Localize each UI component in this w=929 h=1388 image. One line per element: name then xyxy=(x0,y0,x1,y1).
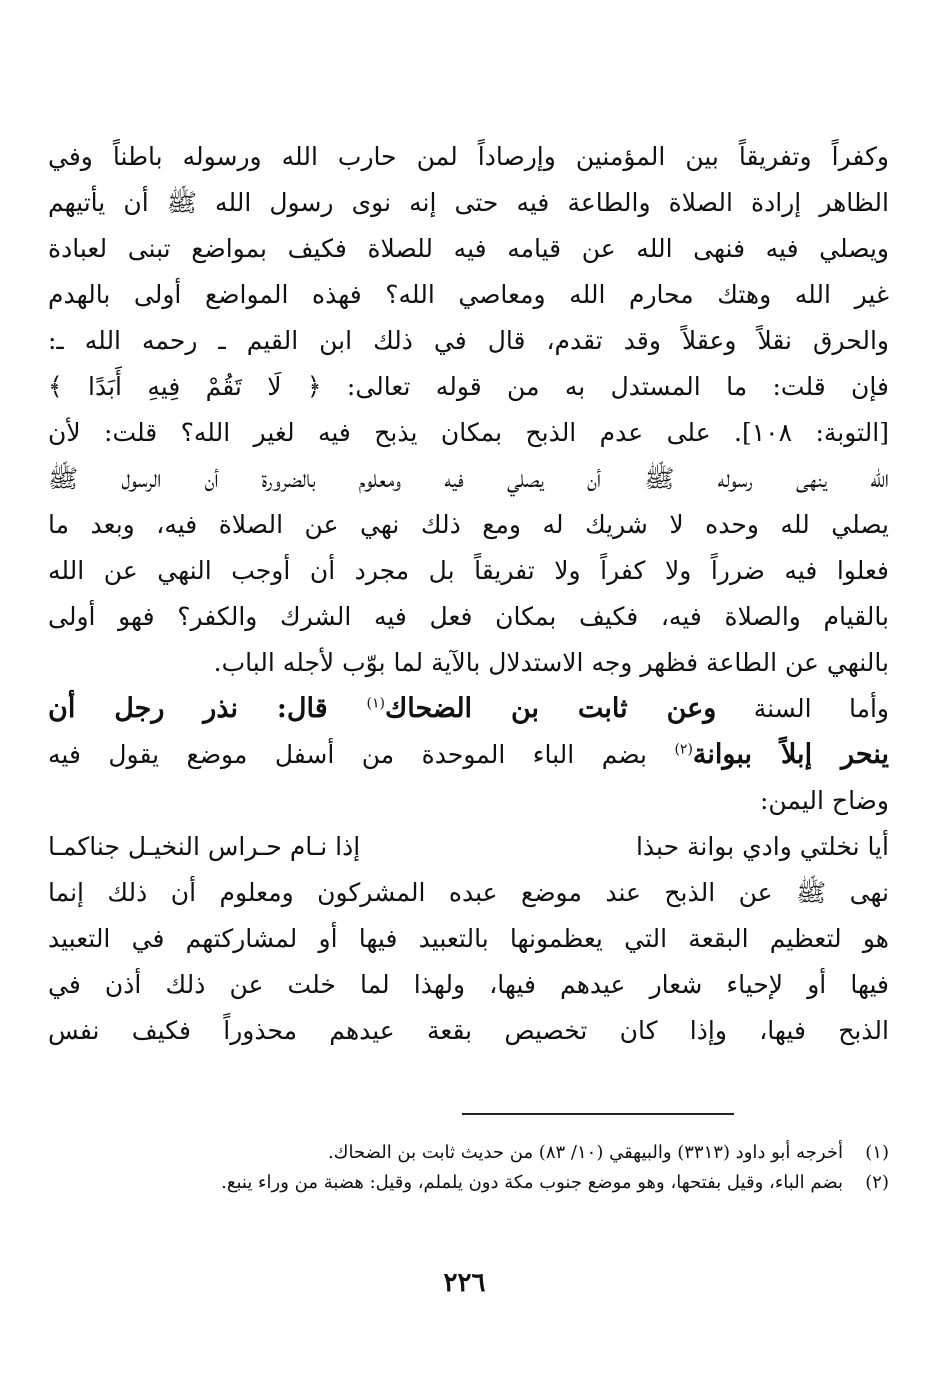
text-line: غير الله وهتك محارم الله ومعاصي الله؟ فهذه المواضع أولى بالهدم xyxy=(48,280,889,309)
page-number: ٢٢٦ xyxy=(443,1268,486,1298)
verse-first-hemistich: أيا نخلتي وادي بوانة حبذا xyxy=(635,832,889,861)
footnotes xyxy=(48,1138,889,1198)
text-line: هو لتعظيم البقعة التي يعظمونها بالتعبيد فيها أو لمشاركتهم في التعبيد xyxy=(48,924,889,953)
hadith-line xyxy=(48,686,889,732)
text-line: بالقيام والصلاة فيه، فكيف بمكان فعل فيه الشرك والكفر؟ فهو أولى xyxy=(48,602,889,631)
hadith-narrator: وعن ثابت بن الضحاك xyxy=(385,693,717,724)
text-line: بالنهي عن الطاعة فظهر وجه الاستدلال بالآية لما بوّب لأجله الباب. xyxy=(213,648,889,677)
text-line: والحرق نقلاً وعقلاً وقد تقدم، قال في ذلك ابن القيم ـ رحمه الله ـ: xyxy=(48,326,889,355)
footnote-ref: (٢) xyxy=(674,741,693,758)
hadith-intro: وأما السنة xyxy=(716,694,889,723)
text-line: [التوبة: ١٠٨]. على عدم الذبح بمكان يذبح فيه لغير الله؟ قلت: لأن xyxy=(48,418,889,447)
text-line: الذبح فيها، وإذا كان تخصيص بقعة عيدهم محذوراً فكيف نفس xyxy=(48,1016,889,1045)
poetry-verse xyxy=(48,824,889,870)
footnote xyxy=(48,1138,889,1168)
text-line: الظاهر إرادة الصلاة والطاعة فيه حتى إنه نوى رسول الله ﷺ أن يأتيهم xyxy=(48,188,889,217)
footnote xyxy=(48,1168,889,1198)
main-text xyxy=(48,134,889,1054)
footnote-number: (١) xyxy=(865,1142,889,1163)
text-line: فيها أو لإحياء شعار عيدهم فيها، ولهذا لما خلت عن ذلك أذن في xyxy=(48,970,889,999)
footnote-separator xyxy=(462,1113,734,1115)
footnote-number: (٢) xyxy=(865,1172,889,1193)
verse-second-hemistich: إذا نـام حـراس النخيـل جناكمـا xyxy=(48,832,361,861)
text-line: ويصلي فيه فنهى الله عن قيامه فيه للصلاة فكيف بمواضع تبنى لعبادة xyxy=(48,234,889,263)
text-line: الله ينهى رسوله ﷺ أن يصلي فيه ومعلوم بالضرورة أن الرسول ﷺ xyxy=(48,464,889,493)
commentary-text: بضم الباء الموحدة من أسفل موضع يقول فيه xyxy=(48,740,675,769)
footnote-text: بضم الباء، وقيل بفتحها، وهو موضع جنوب مكة دون يلملم، وقيل: هضبة من وراء ينبع. xyxy=(221,1172,843,1193)
text-line: فعلوا فيه ضرراً ولا كفراً ولا تفريقاً بل مجرد أن أوجب النهي عن الله xyxy=(48,556,889,585)
text-line: وكفراً وتفريقاً بين المؤمنين وإرصاداً لمن حارب الله ورسوله باطناً وفي xyxy=(48,142,889,171)
text-line: نهى ﷺ عن الذبح عند موضع عبده المشركون ومعلوم أن ذلك إنما xyxy=(48,878,889,907)
text-line: وضاح اليمن: xyxy=(759,786,889,815)
text-line: فإن قلت: ما المستدل به من قوله تعالى: ﴿ لَا تَقُمْ فِيهِ أَبَدًا ﴾ xyxy=(48,372,889,401)
text-line: يصلي لله وحده لا شريك له ومع ذلك نهي عن الصلاة فيه، وبعد ما xyxy=(48,510,889,539)
footnote-text: أخرجه أبو داود (٣٣١٣) والبيهقي (١٠/ ٨٣) من حديث ثابت بن الضحاك. xyxy=(327,1142,843,1163)
hadith-text: ينحر إبلاً ببوانة xyxy=(692,739,889,770)
hadith-text: قال: نذر رجل أن xyxy=(48,693,367,724)
hadith-line xyxy=(48,732,889,778)
footnote-ref: (١) xyxy=(366,695,385,712)
